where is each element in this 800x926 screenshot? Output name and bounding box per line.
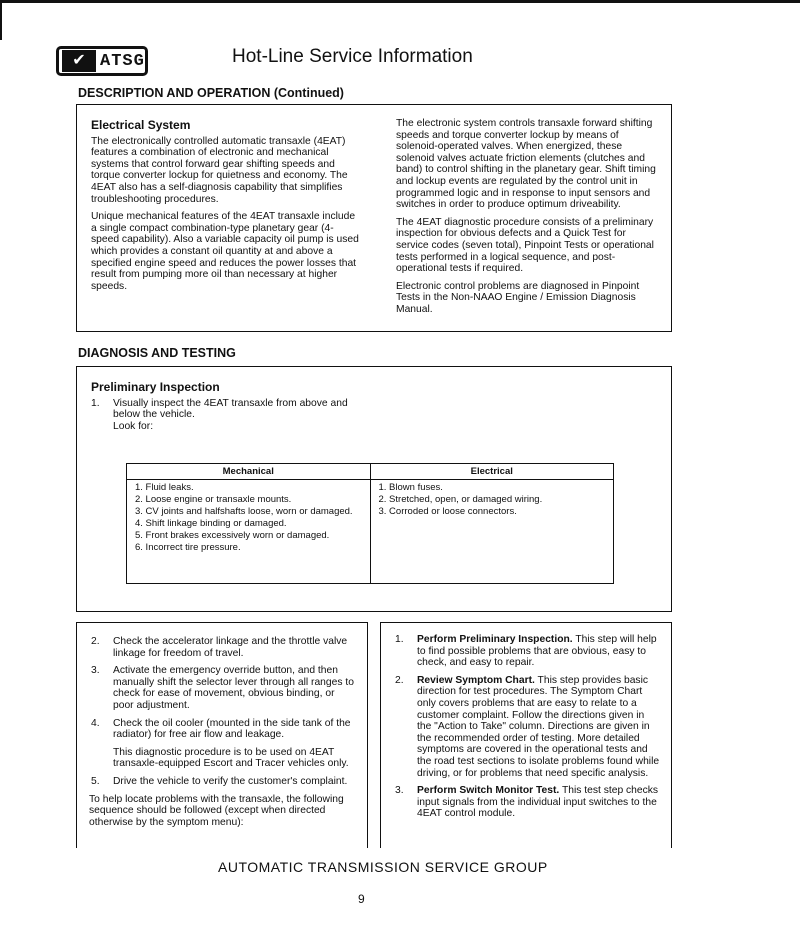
table-header-mechanical: Mechanical <box>127 464 371 480</box>
step-text: Check the accelerator linkage and the throttle valve linkage for freedom of travel. <box>113 636 348 659</box>
step-text: This diagnostic procedure is to be used on 4EAT transaxle-equipped Escort and Tracer vehicles only. <box>113 746 349 770</box>
step-title: Review Symptom Chart. <box>417 674 535 686</box>
diagnosis-section-title: DIAGNOSIS AND TESTING <box>78 346 236 360</box>
inspection-table <box>126 463 614 584</box>
step-number: 4. <box>91 717 100 729</box>
description-paragraph: Electronic control problems are diagnosed in Pinpoint Tests in the Non-NAAO Engine / Emission Diagnosis Manual. <box>396 280 640 315</box>
step-title: Perform Switch Monitor Test. <box>417 785 560 797</box>
electrical-column <box>370 480 614 584</box>
logo-text: ATSG <box>100 51 145 71</box>
atsg-logo <box>56 46 148 76</box>
step-body <box>417 675 661 779</box>
description-paragraph: The 4EAT diagnostic procedure consists of a preliminary inspection for obvious defects and a Quick Test for service codes (seven total), Pinpoint Tests or operational tests performed in a logical sequence, and post-operational tests if required. <box>396 216 654 275</box>
step-text: This step will help to find possible problems that are obvious, easy to check, and easy to repair. <box>417 634 657 669</box>
step-item <box>91 636 357 659</box>
table-cell-item: 2. Loose engine or transaxle mounts. <box>135 494 292 505</box>
step-text: This test step checks input signals from the individual input switches to the 4EAT control module. <box>417 785 659 820</box>
description-paragraph: The electronically controlled automatic transaxle (4EAT) features a combination of electronic and mechanical systems that control forward gear shifting speeds and torque converter lockup for quietness and economy. The 4EAT also has a self-diagnosis capability that simplifies troubleshooting procedures. <box>91 135 348 205</box>
sequence-intro: To help locate problems with the transaxle, the following sequence should be followed (except when directed otherwise by the symptom menu): <box>89 793 344 828</box>
footer-organization: AUTOMATIC TRANSMISSION SERVICE GROUP <box>218 859 548 875</box>
table-cell-item: 5. Front brakes excessively worn or damaged. <box>135 530 330 541</box>
table-cell-item: 4. Shift linkage binding or damaged. <box>135 518 287 529</box>
sequence-step <box>395 785 661 820</box>
step-number: 5. <box>91 775 100 787</box>
step-item <box>91 747 357 770</box>
step-text: This step provides basic direction for test procedures. The Symptom Chart only covers problems that are easy to relate to a customer complaint. Follow the directions given in the "Action to Take" column. Directions are given in the recommended order of testing. More detailed symptoms are covered in the operational tests and the road test sections to isolate problems found while driving, or for problems that need specific analysis. <box>417 674 660 779</box>
step-title: Perform Preliminary Inspection. <box>417 634 573 645</box>
page-title: Hot-Line Service Information <box>232 46 473 67</box>
table-header-electrical: Electrical <box>370 464 614 480</box>
step-item <box>91 776 357 788</box>
description-paragraph: Unique mechanical features of the 4EAT transaxle include a single compact combination-type planetary gear (4-speed capability). Also a variable capacity oil pump is used which provides a constant oil quantity at and above a specified engine speed and reduces the power losses that result from pumping more oil than necessary at higher speeds. <box>91 211 359 292</box>
step-text: Check the oil cooler (mounted in the side tank of the radiator) for free air flow and leakage. <box>113 717 351 741</box>
step-number: 3. <box>91 665 100 677</box>
table-cell-item: 6. Incorrect tire pressure. <box>135 542 241 553</box>
description-left-column <box>91 120 359 298</box>
step-item <box>91 665 357 711</box>
mechanical-column <box>127 480 371 584</box>
preliminary-inspection <box>91 382 391 432</box>
preliminary-inspection-heading: Preliminary Inspection <box>91 380 220 394</box>
page-left-edge <box>0 0 2 40</box>
look-for-label: Look for: <box>113 420 154 432</box>
table-cell-item: 1. Fluid leaks. <box>135 482 194 493</box>
sequence-step <box>395 634 661 669</box>
page-number: 9 <box>358 892 365 906</box>
table-cell-item: 1. Blown fuses. <box>378 482 443 493</box>
sequence-step <box>395 675 661 779</box>
step-text: Activate the emergency override button, and then manually shift the selector lever through all ranges to check for ease of movement, obvious binding, or poor adjustment. <box>113 665 354 711</box>
step-number: 2. <box>91 636 100 647</box>
step-body <box>417 785 661 820</box>
step-number: 1. <box>395 634 404 645</box>
electrical-system-heading: Electrical System <box>91 118 191 132</box>
page-top-rule <box>0 0 800 3</box>
table-cell-item: 2. Stretched, open, or damaged wiring. <box>378 494 543 505</box>
table-cell-item: 3. Corroded or loose connectors. <box>378 506 517 517</box>
step-number: 1. <box>91 397 100 409</box>
step-item <box>91 718 357 741</box>
table-cell-item: 3. CV joints and halfshafts loose, worn or damaged. <box>135 506 353 517</box>
step-number: 2. <box>395 674 404 686</box>
step-number: 3. <box>395 785 404 797</box>
description-section-title: DESCRIPTION AND OPERATION (Continued) <box>78 86 344 100</box>
checkmark-icon: ✔ <box>62 50 96 72</box>
step-number <box>91 747 113 770</box>
inspection-step <box>91 398 391 421</box>
steps-right-column <box>395 634 661 826</box>
step-text: Drive the vehicle to verify the customer's complaint. <box>113 775 348 787</box>
step-body <box>417 634 661 669</box>
description-paragraph: The electronic system controls transaxle forward shifting speeds and torque converter lockup by means of solenoid-operated valves. When energized, these solenoid valves actuate friction elements (clutches and band) to control shifting in the planetary gear. Shift timing and lockup events are regulated by the control unit in programmed logic and in response to input sensors and switches in order to produce optimum driveability. <box>396 118 656 211</box>
description-right-column <box>396 118 660 322</box>
step-text: Visually inspect the 4EAT transaxle from above and below the vehicle. <box>113 397 348 421</box>
steps-left-column <box>91 636 357 828</box>
